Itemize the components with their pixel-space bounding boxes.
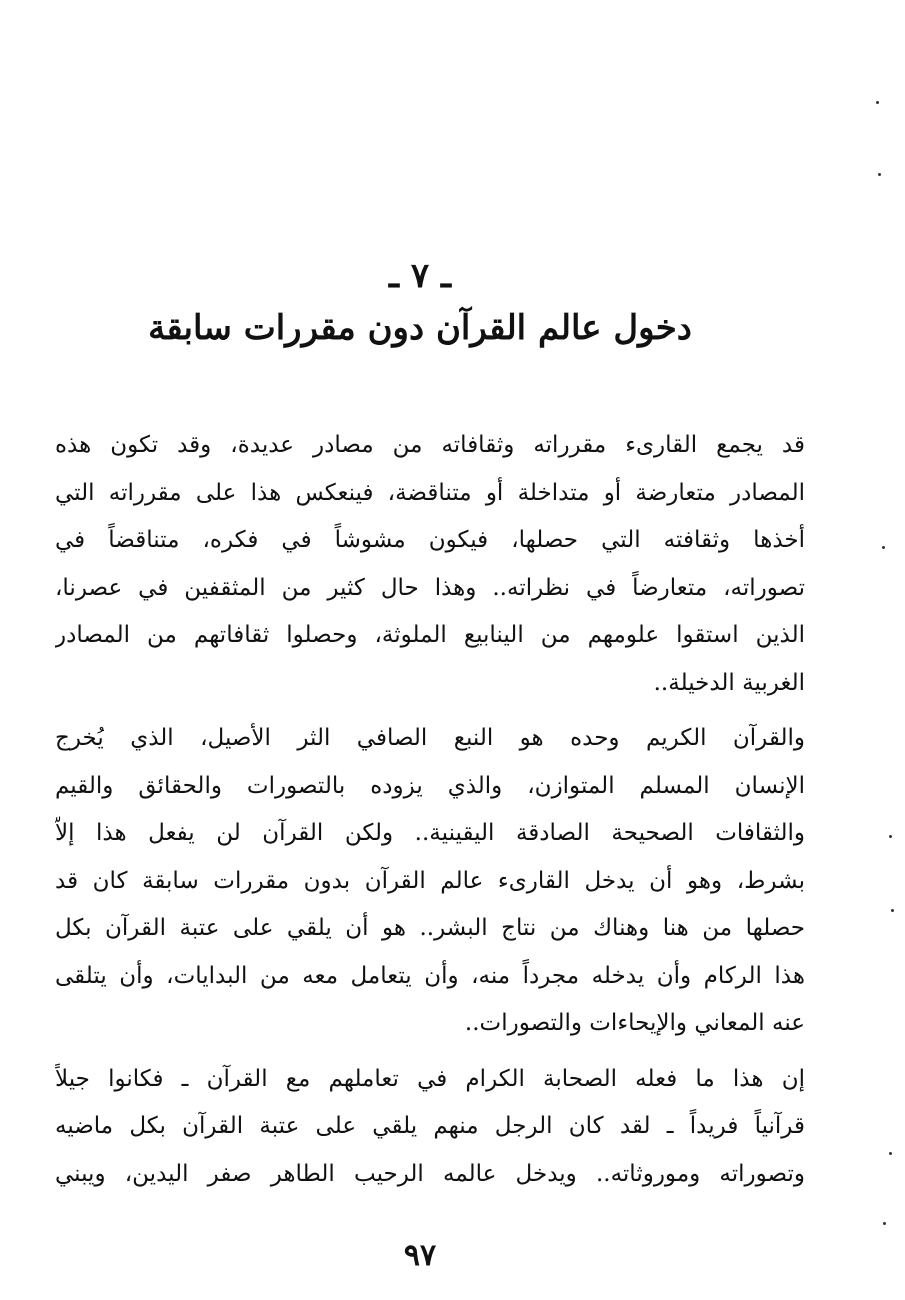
text-line: أخذها وثقافته التي حصلها، فيكون مشوشاً في فكره، متناقضاً في: [55, 527, 805, 553]
text-line: تصوراته، متعارضاً في نظراته.. وهذا حال كثير من المثقفين في عصرنا،: [55, 574, 805, 601]
text-line: إن هذا ما فعله الصحابة الكرام في تعاملهم مع القرآن ـ فكانوا جيلاً: [55, 1065, 805, 1092]
paragraph-1: [55, 422, 805, 707]
scan-speck: [876, 101, 879, 104]
scan-speck: [889, 835, 892, 838]
body-text: [55, 422, 805, 1206]
text-line: والقرآن الكريم وحده هو النبع الصافي الثر الأصيل، الذي يُخرج: [55, 725, 805, 751]
scan-speck: [889, 1152, 892, 1155]
text-line: قرآنياً فريداً ـ لقد كان الرجل منهم يلقي على عتبة القرآن بكل ماضيه: [55, 1113, 805, 1139]
text-line: المصادر متعارضة أو متداخلة أو متناقضة، فينعكس هذا على مقرراته التي: [55, 479, 805, 506]
text-line: الذين استقوا علومهم من الينابيع الملوثة، وحصلوا ثقافاتهم من المصادر: [55, 622, 805, 648]
text-line: قد يجمع القارىء مقرراته وثقافاته من مصادر عديدة، وقد تكون هذه: [55, 432, 805, 458]
scan-speck: [883, 1222, 886, 1225]
scan-speck: [891, 909, 894, 912]
chapter-title: دخول عالم القرآن دون مقررات سابقة: [148, 308, 692, 348]
text-line: الإنسان المسلم المتوازن، والذي يزوده بالتصورات والحقائق والقيم: [55, 772, 805, 799]
text-line: وتصوراته وموروثاته.. ويدخل عالمه الرحيب الطاهر صفر اليدين، ويبني: [55, 1160, 805, 1187]
text-line: بشرط، وهو أن يدخل القارىء عالم القرآن بدون مقررات سابقة كان قد: [55, 867, 805, 894]
scan-speck: [878, 173, 881, 176]
text-line: حصلها من هنا وهناك من نتاج البشر.. هو أن يلقي على عتبة القرآن بكل: [55, 915, 805, 941]
text-line: هذا الركام وأن يدخله مجرداً منه، وأن يتعامل معه من البدايات، وأن يتلقى: [55, 962, 805, 989]
chapter-number: ـ ٧ ـ: [389, 256, 451, 296]
text-line: والثقافات الصحيحة الصادقة اليقينية.. ولكن القرآن لن يفعل هذا إلاّ: [55, 820, 805, 846]
text-line: الغربية الدخيلة..: [653, 669, 805, 696]
scan-speck: [882, 546, 885, 549]
page-number: ٩٧: [403, 1238, 437, 1273]
paragraph-3: [55, 1056, 805, 1199]
text-line: عنه المعاني والإيحاءات والتصورات..: [464, 1010, 805, 1036]
paragraph-2: [55, 715, 805, 1048]
